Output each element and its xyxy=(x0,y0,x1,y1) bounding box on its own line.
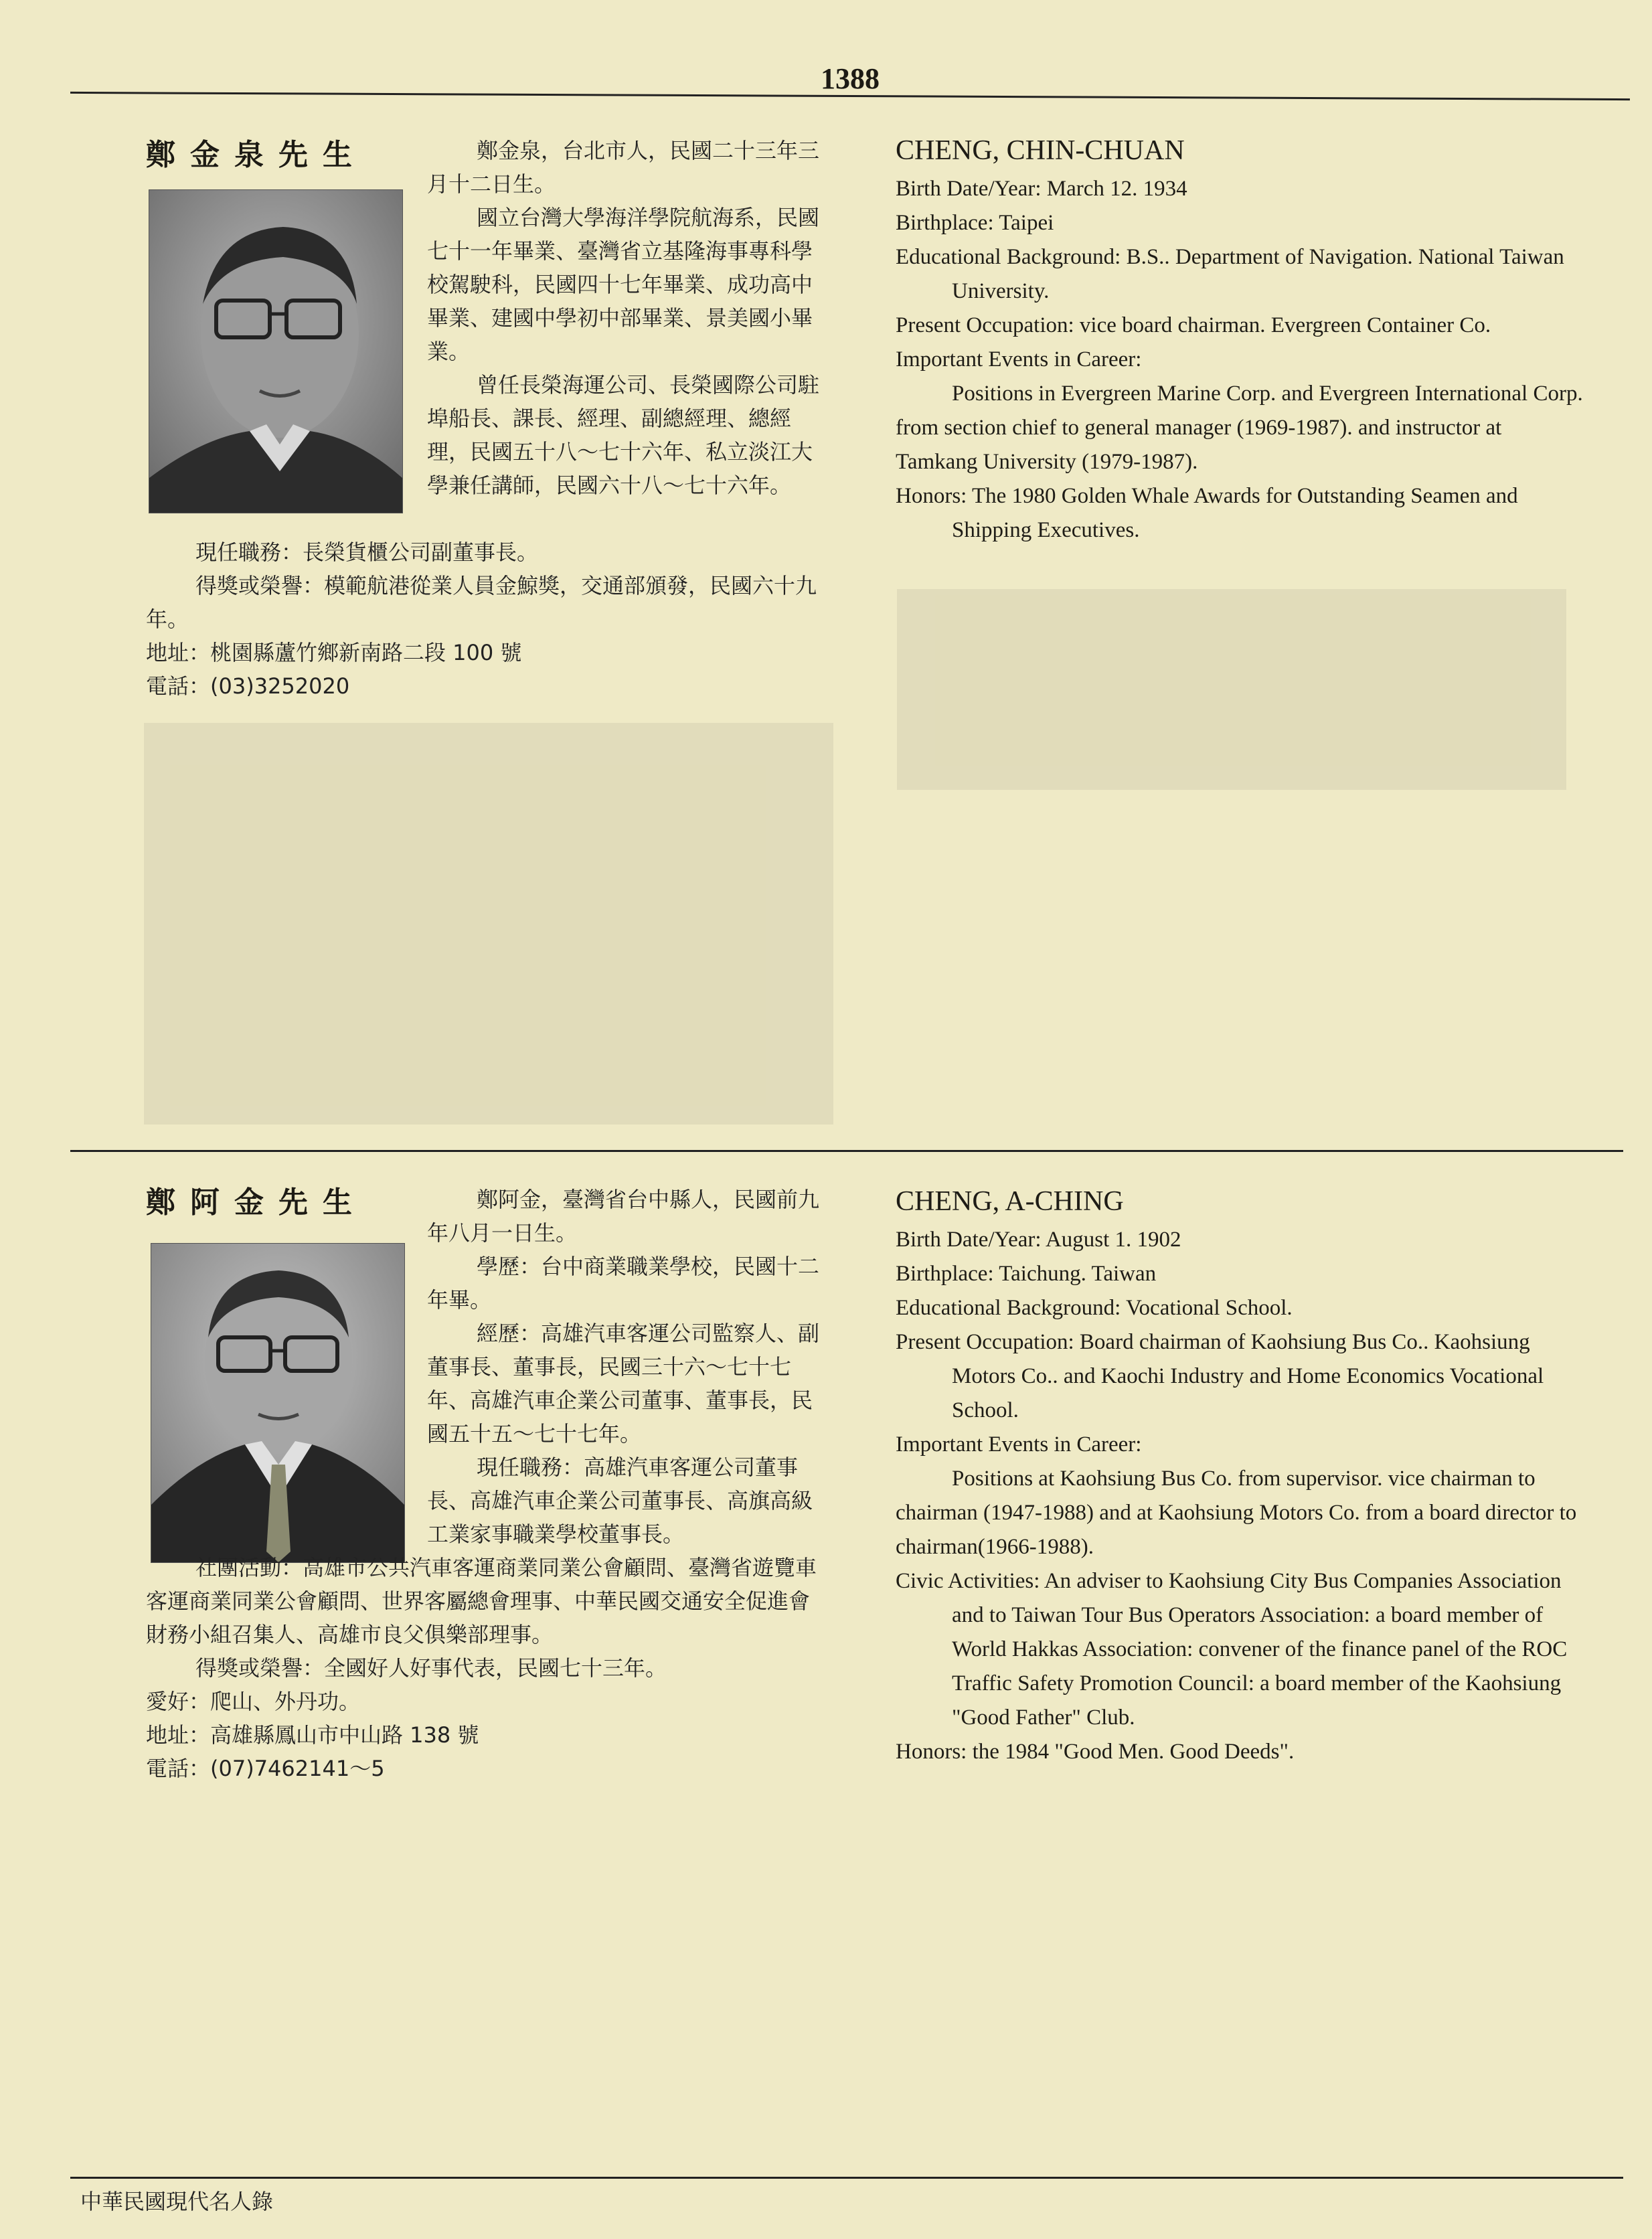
entry-1-en-birthplace: Birthplace: Taipei xyxy=(896,211,1054,235)
entry-2-zh-honors: 得獎或榮譽：全國好人好事代表，民國七十三年。 xyxy=(195,1655,667,1681)
entry-1-en-occupation: Present Occupation: vice board chairman. Evergreen Container Co. xyxy=(896,313,1491,337)
footer-rule xyxy=(70,2177,1623,2179)
footer-book-title: 中華民國現代名人錄 xyxy=(80,2189,274,2214)
entry-2-en-name: CHENG, A-CHING xyxy=(896,1186,1124,1217)
bleed-through-left xyxy=(144,723,833,1125)
entry-2-en-civic: Civic Activities: An adviser to Kaohsiung City Bus Companies Association and to Taiwan Tour Bus Operators Association: a board member of World Hakkas Association: convener of the finance panel of the ROC Traffic Safety Promotion Council: a board member of the Kaohsiung "Good Father" Club. xyxy=(896,1569,1568,1730)
entry-1-en-honors: Honors: The 1980 Golden Whale Awards for Outstanding Seamen and Shipping Executives. xyxy=(896,484,1518,542)
page-number: 1388 xyxy=(821,62,880,95)
entry-2-zh-experience: 經歷：高雄汽車客運公司監察人、副董事長、董事長，民國三十六～七十七年、高雄汽車企業公司董事、董事長，民國五十五～七十七年。 xyxy=(427,1321,820,1446)
entry-2-en-bio xyxy=(896,1181,1585,1769)
entry-1-zh-phone: 電話：(03)3252020 xyxy=(146,673,350,699)
entry-2-zh-phone: 電話：(07)7462141～5 xyxy=(146,1756,385,1781)
entry-2-zh-name: 鄭阿金先生 xyxy=(146,1185,367,1220)
entry-1-zh-bio xyxy=(427,134,829,502)
entry-1-zh-honors: 得獎或榮譽：模範航港從業人員金鯨獎，交通部頒發，民國六十九年。 xyxy=(146,573,817,632)
entry-1-zh-education: 國立台灣大學海洋學院航海系，民國七十一年畢業、臺灣省立基隆海事專科學校駕駛科，民國四十七年畢業、成功高中畢業、建國中學初中部畢業、景美國小畢業。 xyxy=(427,205,820,364)
entry-1-zh-bio-wide xyxy=(146,535,829,703)
entry-2-en-occupation: Present Occupation: Board chairman of Kaohsiung Bus Co.. Kaohsiung Motors Co.. and Kaochi Industry and Home Economics Vocational School. xyxy=(896,1330,1544,1422)
entry-1-en-bio xyxy=(896,131,1585,548)
entry-2-en-honors: Honors: the 1984 "Good Men. Good Deeds". xyxy=(896,1740,1295,1764)
entry-1-en-career: Positions in Evergreen Marine Corp. and Evergreen International Corp. from section chief to general manager (1969-1987). and instructor at Tamkang University (1979-1987). xyxy=(896,382,1583,474)
entry-2-zh-education: 學歷：台中商業職業學校，民國十二年畢。 xyxy=(427,1254,820,1313)
entry-1-portrait-photo xyxy=(149,189,403,513)
entry-2-zh-bio xyxy=(427,1183,829,1551)
entry-2-zh-position: 現任職務：高雄汽車客運公司董事長、高雄汽車企業公司董事長、高旗高級工業家事職業學校董事長。 xyxy=(427,1455,813,1547)
entry-1-en-career-heading: Important Events in Career: xyxy=(896,347,1142,371)
entry-1-en-birthdate: Birth Date/Year: March 12. 1934 xyxy=(896,177,1187,201)
entry-2-en-birthdate: Birth Date/Year: August 1. 1902 xyxy=(896,1228,1181,1252)
entry-2-en-birthplace: Birthplace: Taichung. Taiwan xyxy=(896,1262,1157,1286)
entry-1-zh-name: 鄭金泉先生 xyxy=(146,138,367,172)
entry-2-en-career-heading: Important Events in Career: xyxy=(896,1432,1142,1457)
entry-1-zh-position: 現任職務：長榮貨櫃公司副董事長。 xyxy=(195,540,539,565)
entry-2-en-education: Educational Background: Vocational School. xyxy=(896,1296,1293,1320)
entry-1-en-name: CHENG, CHIN-CHUAN xyxy=(896,135,1185,166)
entry-2-zh-address: 地址：高雄縣鳳山市中山路 138 號 xyxy=(146,1722,479,1748)
entry-1-en-education: Educational Background: B.S.. Department of Navigation. National Taiwan University. xyxy=(896,245,1564,303)
entry-1-zh-address: 地址：桃園縣蘆竹鄉新南路二段 100 號 xyxy=(146,640,522,665)
entry-2-en-career: Positions at Kaohsiung Bus Co. from supervisor. vice chairman to chairman (1947-1988) and at Kaohsiung Motors Co. from a board director to chairman(1966-1988). xyxy=(896,1467,1577,1559)
entry-divider xyxy=(70,1150,1623,1152)
entry-2-zh-intro: 鄭阿金，臺灣省台中縣人，民國前九年八月一日生。 xyxy=(427,1187,820,1246)
entry-1-zh-intro: 鄭金泉，台北市人，民國二十三年三月十二日生。 xyxy=(427,138,820,197)
entry-2-zh-bio-wide xyxy=(146,1551,829,1785)
entry-2-zh-civic: 社團活動：高雄市公共汽車客運商業同業公會顧問、臺灣省遊覽車客運商業同業公會顧問、世界客屬總會理事、中華民國交通安全促進會財務小組召集人、高雄市良父俱樂部理事。 xyxy=(146,1555,817,1647)
bleed-through-right xyxy=(897,589,1566,790)
entry-1-zh-experience: 曾任長榮海運公司、長榮國際公司駐埠船長、課長、經理、副總經理、總經理，民國五十八～七十六年、私立淡江大學兼任講師，民國六十八～七十六年。 xyxy=(427,372,820,498)
entry-2-portrait-photo xyxy=(151,1243,405,1563)
entry-2-zh-hobbies: 愛好：爬山、外丹功。 xyxy=(146,1689,361,1714)
